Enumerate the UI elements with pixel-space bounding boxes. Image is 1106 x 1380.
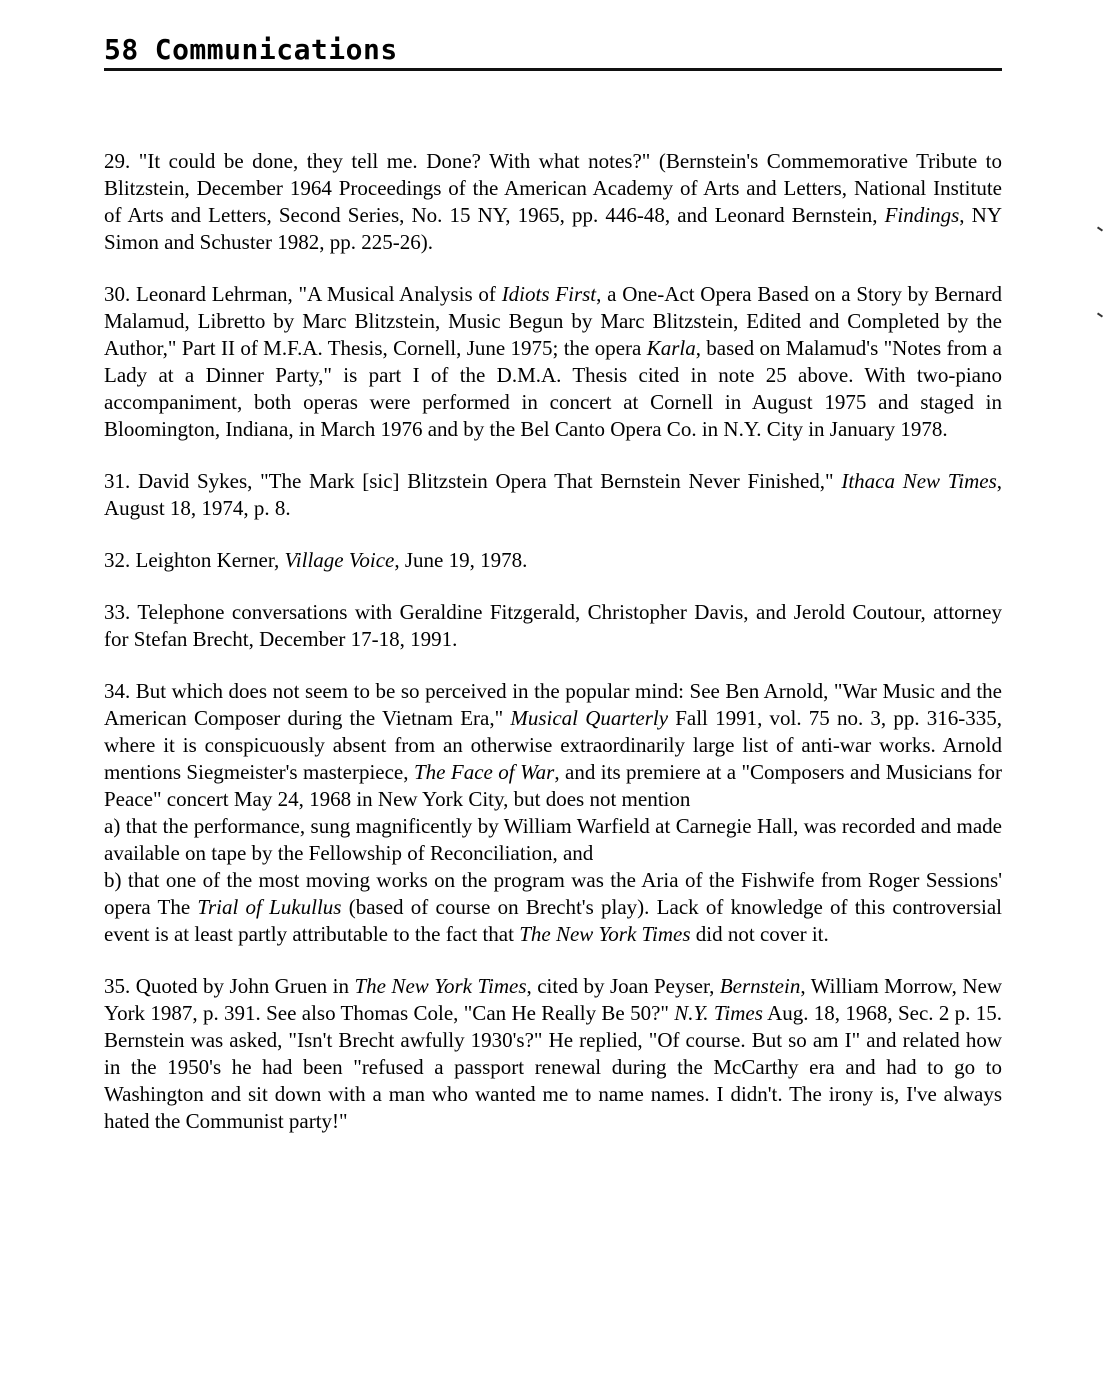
running-header [104, 30, 1001, 70]
note-text: b) that one of the most moving works on the program was the Aria of the Fishwife from Roger Sessions' opera The [104, 868, 1002, 919]
note-text: Fall 1991, vol. 75 no. 3, pp. 316-335, where it is conspicuously absent from an otherwise extraordinarily large list of anti-war works. Arnold mentions Siegmeister's masterpiece, [104, 706, 1003, 784]
italic-title: N.Y. Times [674, 1001, 763, 1025]
endnote [104, 148, 1002, 256]
note-text: 31. David Sykes, "The Mark [sic] Blitzstein Opera That Bernstein Never Finished," [104, 469, 842, 493]
journal-title: Communications [154, 33, 398, 66]
endnote [104, 281, 1002, 443]
italic-title: Ithaca New Times [841, 469, 997, 493]
note-text: 30. Leonard Lehrman, "A Musical Analysis of [104, 282, 502, 306]
endnote [104, 599, 1002, 653]
endnote [104, 678, 1002, 948]
endnote-subparagraph [104, 867, 1002, 948]
note-text: , based on Malamud's "Notes from a Lady at a Dinner Party," is part I of the D.M.A. Thesis cited in note 25 above. With two-piano accompaniment, both operas were performed in concert at Cornell in August 1975 and staged in Bloomington, Indiana, in March 1976 and by the Bel Canto Opera Co. in N.Y. City in January 1978. [104, 336, 1002, 441]
italic-title: Idiots First [501, 282, 597, 306]
page-number: 58 [104, 33, 139, 66]
endnote-paragraph [104, 973, 1002, 1135]
endnote-subparagraph [104, 813, 1002, 867]
note-text: , William Morrow, New York 1987, p. 391. See also Thomas Cole, "Can He Really Be 50?" [104, 974, 1002, 1025]
scan-speck [1097, 312, 1103, 317]
note-text: a) that the performance, sung magnificently by William Warfield at Carnegie Hall, was recorded and made available on tape by the Fellowship of Reconciliation, and [104, 814, 1002, 865]
endnote-paragraph [104, 468, 1002, 522]
endnote [104, 973, 1002, 1135]
endnote-paragraph [104, 281, 1002, 443]
italic-title: Trial of Lukullus [197, 895, 342, 919]
endnote [104, 468, 1002, 522]
italic-title: Karla [646, 336, 696, 360]
italic-title: The New York Times [519, 922, 691, 946]
note-text: 35. Quoted by John Gruen in [104, 974, 355, 998]
note-text: , and its premiere at a "Composers and Musicians for Peace" concert May 24, 1968 in New York City, but does not mention [104, 760, 1003, 811]
endnote-paragraph [104, 547, 1002, 574]
endnote [104, 547, 1002, 574]
note-text: 34. But which does not seem to be so perceived in the popular mind: See Ben Arnold, "War Music and the American Composer during the Vietnam Era," [104, 679, 1002, 730]
note-text: , a One-Act Opera Based on a Story by Bernard Malamud, Libretto by Marc Blitzstein, Music Begun by Marc Blitzstein, Edited and Completed by the Author," Part II of M.F.A. Thesis, Cornell, June 1975; the opera [104, 282, 1002, 360]
endnote-paragraph [104, 599, 1002, 653]
italic-title: Bernstein [719, 974, 801, 998]
italic-title: Findings [884, 203, 960, 227]
italic-title: Musical Quarterly [510, 706, 669, 730]
scan-speck [1097, 226, 1103, 231]
note-text: 33. Telephone conversations with Geraldine Fitzgerald, Christopher Davis, and Jerold Coutour, attorney for Stefan Brecht, December 17-18, 1991. [104, 600, 1002, 651]
italic-title: The New York Times [354, 974, 527, 998]
note-text: , NY Simon and Schuster 1982, pp. 225-26). [104, 203, 1002, 254]
note-text: (based of course on Brecht's play). Lack of knowledge of this controversial event is at least partly attributable to the fact that [104, 895, 1002, 946]
note-text: Aug. 18, 1968, Sec. 2 p. 15. Bernstein was asked, "Isn't Brecht awfully 1930's?" He replied, "Of course. But so am I" and related how in the 1950's he had been "refused a passport renewal during the McCarthy era and had to go to Washington and sit down with a man who wanted me to name names. I didn't. The irony is, I've always hated the Communist party!" [104, 1001, 1003, 1133]
note-text: , June 19, 1978. [394, 548, 528, 572]
italic-title: The Face of War [413, 760, 555, 784]
note-text: , cited by Joan Peyser, [526, 974, 720, 998]
italic-title: Village Voice [284, 548, 395, 572]
note-text: , August 18, 1974, p. 8. [104, 469, 1003, 520]
note-text: did not cover it. [690, 922, 829, 946]
endnote-paragraph [104, 148, 1002, 256]
endnote-paragraph [104, 678, 1002, 813]
endnotes-list [104, 148, 1002, 1160]
note-text: 29. "It could be done, they tell me. Done? With what notes?" (Bernstein's Commemorative Tribute to Blitzstein, December 1964 Proceedings of the American Academy of Arts and Letters, National Institute of Arts and Letters, Second Series, No. 15 NY, 1965, pp. 446-48, and Leonard Bernstein, [104, 149, 1002, 227]
note-text: 32. Leighton Kerner, [104, 548, 285, 572]
header-rule [104, 68, 1002, 71]
